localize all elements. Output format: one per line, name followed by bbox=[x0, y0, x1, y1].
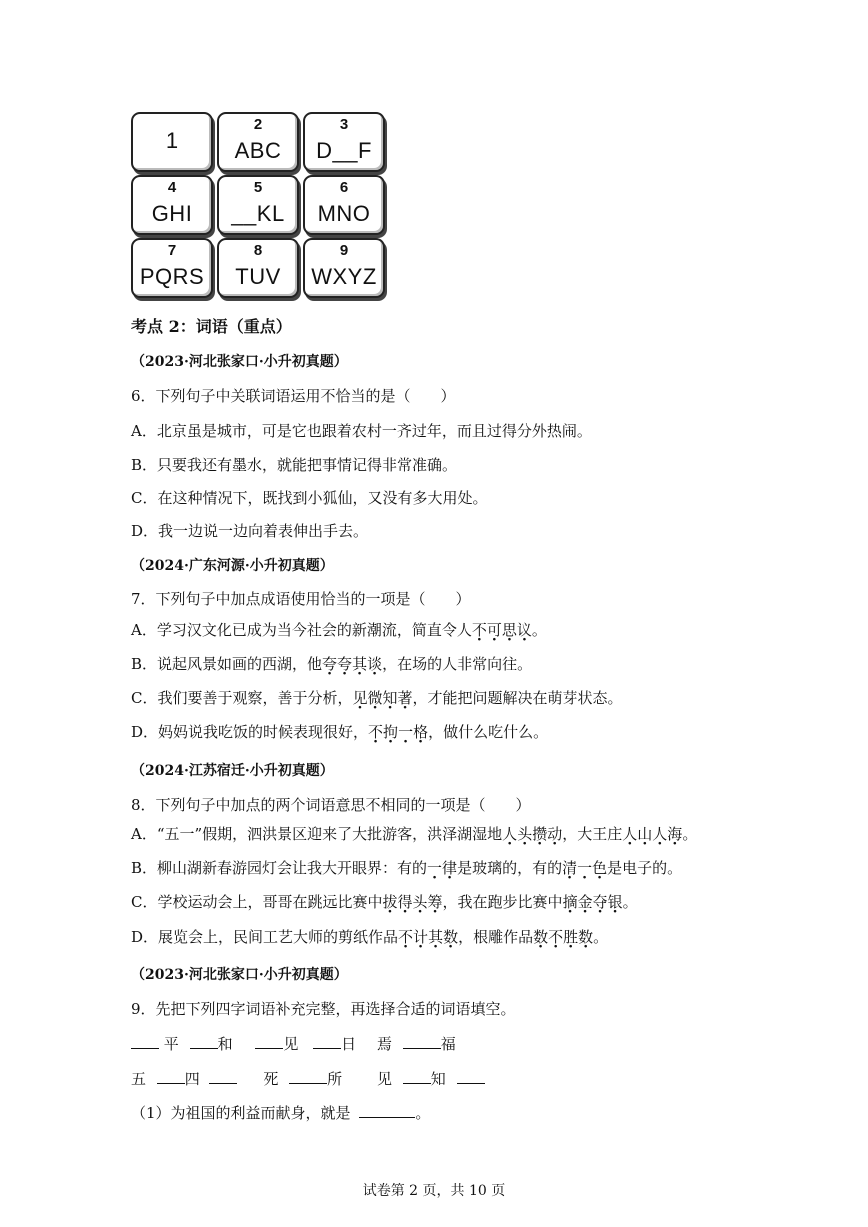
q9-source: （2023·河北张家口·小升初真题） bbox=[131, 967, 348, 983]
keypad-key-3 bbox=[303, 112, 385, 172]
key-number: 9 bbox=[339, 242, 349, 259]
q9-stem: 9．先把下列四字词语补充完整，再选择合适的词语填空。 bbox=[131, 1000, 516, 1018]
dotted-word: 数不胜数 bbox=[533, 928, 594, 946]
q7-option-a: A．学习汉文化已成为当今社会的新潮流，简直令人不可思议。 bbox=[131, 621, 547, 639]
blank-line[interactable] bbox=[457, 1069, 485, 1084]
q7-option-d: D．妈妈说我吃饭的时候表现很好，不拘一格，做什么吃什么。 bbox=[131, 723, 549, 741]
dotted-word: 一律 bbox=[427, 859, 458, 877]
dotted-idiom: 夸夸其谈 bbox=[322, 655, 383, 673]
key-number: 4 bbox=[167, 179, 177, 196]
key-letters: __KL bbox=[231, 201, 285, 226]
key-letters: D__F bbox=[316, 138, 372, 163]
q8-stem: 8．下列句子中加点的两个词语意思不相同的一项是（ ） bbox=[131, 796, 531, 814]
keypad-key-6 bbox=[303, 175, 385, 235]
dotted-word: 人头攒动 bbox=[502, 825, 563, 843]
keypad-key-9 bbox=[303, 238, 385, 298]
q7-option-c: C．我们要善于观察，善于分析，见微知著，才能把问题解决在萌芽状态。 bbox=[131, 689, 623, 707]
keypad-key-7 bbox=[131, 238, 213, 298]
key-number: 5 bbox=[253, 179, 263, 196]
q6-source: （2023·河北张家口·小升初真题） bbox=[131, 354, 348, 370]
key-number: 3 bbox=[339, 116, 349, 133]
q9-subquestion-1: （1）为祖国的利益而献身，就是 。 bbox=[131, 1104, 431, 1122]
q8-option-b: B．柳山湖新春游园灯会让我大开眼界：有的一律是玻璃的，有的清一色是电子的。 bbox=[131, 859, 683, 877]
key-letters: GHI bbox=[151, 201, 193, 226]
keypad-key-2 bbox=[217, 112, 299, 172]
q6-option-a: A．北京虽是城市，可是它也跟着农村一齐过年，而且过得分外热闹。 bbox=[131, 422, 592, 440]
key-number: 6 bbox=[339, 179, 349, 196]
q8-option-a: A．“五一”假期，泗洪景区迎来了大批游客，洪泽湖湿地人头攒动，大王庄人山人海。 bbox=[131, 825, 698, 843]
q6-option-b: B．只要我还有墨水，就能把事情记得非常准确。 bbox=[131, 456, 458, 474]
dotted-idiom: 不可思议 bbox=[471, 621, 532, 639]
q6-option-d: D．我一边说一边向着表伸出手去。 bbox=[131, 522, 369, 540]
q8-option-c: C．学校运动会上，哥哥在跳远比赛中拔得头筹，我在跑步比赛中摘金夺银。 bbox=[131, 893, 638, 911]
q6-stem: 6．下列句子中关联词语运用不恰当的是（ ） bbox=[131, 387, 456, 405]
q8-source: （2024·江苏宿迁·小升初真题） bbox=[131, 763, 334, 779]
blank-line[interactable] bbox=[157, 1069, 185, 1084]
key-number: 7 bbox=[167, 242, 177, 259]
blank-line[interactable] bbox=[131, 1034, 159, 1049]
dotted-word: 摘金夺银 bbox=[562, 893, 623, 911]
blank-line[interactable] bbox=[190, 1034, 218, 1049]
key-letters: PQRS bbox=[139, 264, 205, 289]
dotted-word: 清一色 bbox=[562, 859, 608, 877]
blank-line[interactable] bbox=[289, 1069, 327, 1084]
key-number: 1 bbox=[165, 128, 179, 153]
q7-option-b: B．说起风景如画的西湖，他夸夸其谈，在场的人非常向往。 bbox=[131, 655, 533, 673]
phone-keypad-image bbox=[131, 112, 385, 298]
dotted-idiom: 见微知著 bbox=[352, 689, 413, 707]
q9-fill-row-1: 平 和 见 日 焉 福 bbox=[131, 1034, 456, 1054]
q6-option-c: C．在这种情况下，既找到小狐仙，又没有多大用处。 bbox=[131, 489, 488, 507]
keypad-key-8 bbox=[217, 238, 299, 298]
key-letters: ABC bbox=[234, 138, 282, 163]
key-number: 8 bbox=[253, 242, 263, 259]
q9-fill-row-2: 五 四 死 所 见 知 bbox=[131, 1069, 485, 1089]
dotted-idiom: 不拘一格 bbox=[368, 723, 429, 741]
blank-line[interactable] bbox=[403, 1069, 431, 1084]
key-number: 2 bbox=[253, 116, 263, 133]
dotted-word: 不计其数 bbox=[398, 928, 459, 946]
q8-option-d: D．展览会上，民间工艺大师的剪纸作品不计其数，根雕作品数不胜数。 bbox=[131, 928, 609, 946]
keypad-key-4 bbox=[131, 175, 213, 235]
q7-source: （2024·广东河源·小升初真题） bbox=[131, 558, 334, 574]
blank-line[interactable] bbox=[313, 1034, 341, 1049]
q7-stem: 7．下列句子中加点成语使用恰当的一项是（ ） bbox=[131, 590, 471, 608]
page-footer: 试卷第 2 页，共 10 页 bbox=[362, 1183, 506, 1199]
dotted-word: 拔得头筹 bbox=[382, 893, 443, 911]
key-letters: MNO bbox=[317, 201, 371, 226]
blank-line[interactable] bbox=[359, 1103, 415, 1118]
section-heading: 考点 2：词语（重点） bbox=[131, 317, 292, 336]
dotted-word: 人山人海 bbox=[622, 825, 683, 843]
blank-line[interactable] bbox=[403, 1034, 441, 1049]
keypad-key-5 bbox=[217, 175, 299, 235]
key-letters: WXYZ bbox=[311, 264, 377, 289]
key-letters: TUV bbox=[235, 264, 281, 289]
blank-line[interactable] bbox=[255, 1034, 283, 1049]
keypad-key-1 bbox=[131, 112, 213, 172]
blank-line[interactable] bbox=[209, 1069, 237, 1084]
